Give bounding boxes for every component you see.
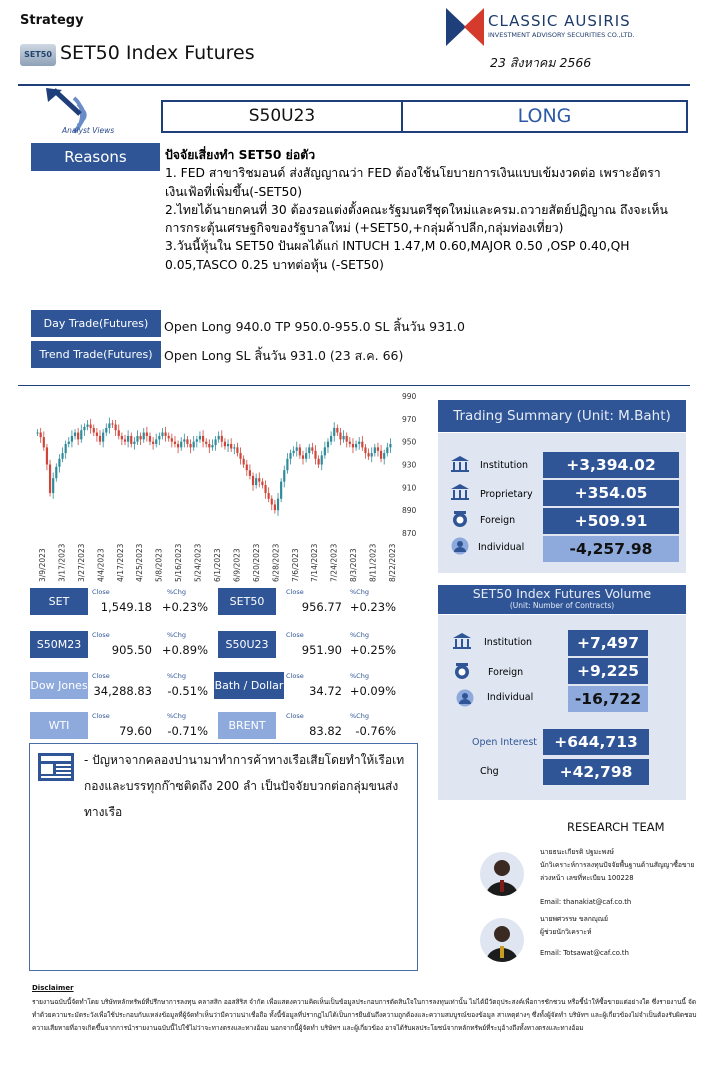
market-label-dow-jones: Dow Jones <box>30 672 88 699</box>
candle-body <box>374 447 376 453</box>
header-divider <box>18 84 690 86</box>
y-tick-label: 950 <box>402 437 417 447</box>
reasons-label: Reasons <box>31 143 160 171</box>
x-tick-label: 4/17/2023 <box>115 543 125 582</box>
candle-body <box>74 433 76 436</box>
candle-body <box>227 444 229 446</box>
candle-body <box>296 447 298 450</box>
market-label-wti: WTI <box>30 712 88 739</box>
position-box <box>161 100 688 133</box>
candle-body <box>214 439 216 445</box>
candle-body <box>77 433 79 440</box>
candle-body <box>280 482 282 499</box>
close-caption: Close <box>286 631 304 639</box>
candle-body <box>105 428 107 433</box>
candle-body <box>65 444 67 453</box>
candle-body <box>36 433 38 434</box>
candle-body <box>61 453 63 459</box>
candle-body <box>271 499 273 505</box>
candle-body <box>43 437 45 447</box>
market-close-wti: 79.60 <box>119 724 152 738</box>
candle-body <box>40 433 42 438</box>
reason-item-3: 3.วันนี้หุ้นใน SET50 ปันผลได้แก่ INTUCH 1.47,M 0.60,MAJOR 0.50 ,OSP 0.40,QH 0.05,TASCO 0.25 บาทต่อหุ้น (-SET50) <box>165 239 630 272</box>
candle-body <box>252 476 254 485</box>
candle-body <box>268 493 270 499</box>
candle-body <box>367 453 369 456</box>
candle-body <box>305 453 307 459</box>
analyst-role: ผู้ช่วยนักวิเคราะห์ <box>540 928 592 936</box>
candle-body <box>196 439 198 441</box>
analyst-photo <box>480 852 524 896</box>
proprietary-icon <box>450 483 470 501</box>
candle-body <box>261 482 263 485</box>
disclaimer-text: รายงานฉบับนี้จัดทำโดย บริษัทหลักทรัพย์ที่ปรึกษาการลงทุน คลาสสิก ออสสิริส จำกัด เพื่อแสดงความคิดเห็นเป็นข้อมูลประกอบการตัดสินใจในการลงทุนเท่านั้น ไม่ได้มีวัตถุประสงค์เพื่อการชักชวน หรือชี้นำให้ซื้อขายแต่อย่างใด ซึ่งรายงานนี้ จัดทำด้วยความระมัดระวังเพื่อใช้ประกอบกับแหล่งข้อมูลที่ผู้จัดทำเห็นว่ามีความน่าเชื่อถือ ทั้งนี้ข้อมูลที่ปรากฏไม่ได้เป็นการยืนยันถึงความถูกต้องและความสมบูรณ์ของข้อมูล สาเหตุต่างๆ ซึ่งทั้งผู้จัดทำ บริษัทฯ และผู้เกี่ยวข้องไม่จำเป็นต้องรับผิดชอบความเสียหายที่อาจเกิดขึ้นจากการนำรายงานฉบับนี้ไปใช้ไม่ว่าจะทางตรงและทางอ้อม นอกจากนี้ผู้จัดทำ บริษัทฯ และผู้เกี่ยวข้อง อาจได้รับผลประโยชน์จากหลักทรัพย์ที่ระบุอ้างถึงทั้งทางตรงและทางอ้อม <box>32 998 697 1032</box>
market-label-set50: SET50 <box>218 588 276 615</box>
ts-value-institution: +3,394.02 <box>543 452 679 478</box>
reasons-text <box>165 146 695 274</box>
candle-body <box>230 444 232 449</box>
market-chg-s50u23: +0.25% <box>349 643 396 657</box>
candle-body <box>289 453 291 459</box>
candle-body <box>205 442 207 444</box>
trend-trade-label: Trend Trade(Futures) <box>31 341 161 368</box>
foreign-icon <box>450 510 470 528</box>
candle-body <box>161 433 163 436</box>
close-caption: Close <box>92 672 110 680</box>
market-close-s50m23: 905.50 <box>111 643 152 657</box>
fv-label-foreign: Foreign <box>488 667 524 678</box>
candle-body <box>324 447 326 455</box>
candle-body <box>108 423 110 428</box>
candle-body <box>121 436 123 439</box>
candle-body <box>302 455 304 458</box>
analyst-email: Email: thanakiat@caf.co.th <box>540 898 632 906</box>
candle-body <box>336 428 338 433</box>
research-team-title: RESEARCH TEAM <box>567 820 665 834</box>
candle-body <box>389 444 391 447</box>
set50-candlestick-chart <box>28 388 430 588</box>
close-caption: Close <box>286 712 304 720</box>
chg-caption: %Chg <box>167 631 186 639</box>
candle-body <box>118 430 120 436</box>
candle-body <box>155 439 157 444</box>
market-label-set: SET <box>30 588 88 615</box>
candle-body <box>186 439 188 444</box>
x-tick-label: 3/27/2023 <box>76 543 86 582</box>
market-chg-set: +0.23% <box>161 600 208 614</box>
candle-body <box>386 447 388 453</box>
candle-body <box>177 444 179 447</box>
candle-body <box>180 442 182 448</box>
position-ticker: S50U23 <box>163 102 403 131</box>
candle-body <box>283 470 285 481</box>
candle-body <box>152 442 154 444</box>
ts-value-foreign: +509.91 <box>543 508 679 534</box>
open-interest-value: +644,713 <box>543 729 649 755</box>
y-tick-label: 990 <box>402 392 417 401</box>
candle-body <box>90 425 92 428</box>
candle-body <box>258 478 260 481</box>
candle-body <box>358 442 360 444</box>
set50-logo: SET50 <box>20 44 56 66</box>
candle-body <box>55 467 57 478</box>
x-tick-label: 4/4/2023 <box>96 548 106 582</box>
chg-caption: %Chg <box>350 588 369 596</box>
candle-body <box>355 444 357 447</box>
close-caption: Close <box>92 712 110 720</box>
fv-label-individual: Individual <box>487 692 534 703</box>
candle-body <box>371 453 373 456</box>
analyst-name: นายพศวรรษ ขลกญุณย์ <box>540 915 609 923</box>
candle-body <box>383 453 385 459</box>
candle-body <box>71 436 73 442</box>
futures-volume-subtitle: (Unit: Number of Contracts) <box>509 601 615 610</box>
chg-caption: %Chg <box>350 631 369 639</box>
market-label-s50m23: S50M23 <box>30 631 88 658</box>
disclaimer-title: Disclaimer <box>32 984 74 992</box>
candle-body <box>246 465 248 471</box>
newspaper-icon <box>37 752 77 782</box>
y-tick-label: 890 <box>402 506 417 516</box>
candle-body <box>99 436 101 442</box>
news-text: - ปัญหาจากคลองปานามาทำการค้าทางเรือเสียโดยทำให้เรือเทกองและบรรทุกก๊าซติดถึง 200 ลำ เป็นปัจจัยบวกต่อกลุ่มขนส่งทางเรือ <box>84 753 405 819</box>
market-chg-baht-dollar: +0.09% <box>349 684 396 698</box>
analyst-views-label: Analyst Views <box>62 126 115 135</box>
candle-body <box>171 438 173 441</box>
market-label-brent: BRENT <box>218 712 276 739</box>
report-date: 23 สิงหาคม 2566 <box>490 55 592 70</box>
market-close-set50: 956.77 <box>301 600 342 614</box>
futures-volume-header <box>438 585 686 614</box>
candle-body <box>311 447 313 450</box>
reasons-heading: ปัจจัยเสี่ยงทำ SET50 ย่อตัว <box>165 148 316 162</box>
candle-body <box>349 442 351 444</box>
candle-body <box>308 447 310 453</box>
individual-icon <box>455 689 475 707</box>
day-trade-label: Day Trade(Futures) <box>31 310 161 337</box>
position-direction: LONG <box>517 105 572 127</box>
y-tick-label: 870 <box>402 529 417 538</box>
market-close-set: 1,549.18 <box>100 600 152 614</box>
chg-caption: %Chg <box>350 712 369 720</box>
candle-body <box>377 447 379 450</box>
x-tick-label: 6/9/2023 <box>232 548 242 582</box>
candle-body <box>364 447 366 453</box>
x-tick-label: 8/11/2023 <box>368 543 378 582</box>
candle-body <box>286 459 288 470</box>
reason-item-1: 1. FED สาขาริชมอนด์ ส่งสัญญาณว่า FED ต้องใช้นโยบายการเงินแบบเข้มงวดต่อ เพราะอัตราเงินเฟ้อที่เพิ่มขึ้น(-SET50) <box>165 166 661 199</box>
candle-body <box>199 436 201 439</box>
candle-body <box>243 459 245 465</box>
analyst-role: นักวิเคราะห์การลงทุนปัจจัยพื้นฐานด้านสัญญาซื้อขายล่วงหน้า เลขที่ทะเบียน 100228 <box>540 861 695 882</box>
page-title: SET50 Index Futures <box>60 42 255 64</box>
trading-summary-title: Trading Summary (Unit: M.Baht) <box>438 400 686 432</box>
candle-body <box>361 442 363 448</box>
analyst-name: นายธนะเกียรติ ปฐมะพงษ์ <box>540 848 615 856</box>
ts-value-proprietary: +354.05 <box>543 480 679 506</box>
market-label-baht-dollar: Bath / Dollar <box>214 672 284 699</box>
candle-body <box>136 436 138 442</box>
fv-label-institution: Institution <box>484 637 533 648</box>
candle-body <box>46 447 48 464</box>
candle-body <box>86 425 88 427</box>
oi-change-label: Chg <box>480 766 499 777</box>
institution-icon <box>450 455 470 473</box>
candle-body <box>339 433 341 440</box>
candle-body <box>143 433 145 440</box>
x-tick-label: 7/24/2023 <box>329 543 339 582</box>
candle-body <box>140 436 142 439</box>
candle-body <box>218 436 220 439</box>
x-tick-label: 6/28/2023 <box>271 543 281 582</box>
candle-body <box>249 470 251 476</box>
market-chg-brent: -0.76% <box>355 724 396 738</box>
candle-body <box>183 439 185 441</box>
candle-body <box>149 436 151 442</box>
trend-trade-value: Open Long SL สิ้นวัน 931.0 (23 ส.ค. 66) <box>164 348 404 363</box>
candle-body <box>333 428 335 436</box>
candle-body <box>58 459 60 467</box>
x-tick-label: 8/3/2023 <box>349 548 359 582</box>
chg-caption: %Chg <box>167 672 186 680</box>
candle-body <box>314 451 316 459</box>
candle-body <box>165 433 167 436</box>
y-tick-label: 970 <box>402 414 417 424</box>
candle-body <box>168 436 170 438</box>
x-tick-label: 8/22/2023 <box>388 543 397 582</box>
institution-icon <box>452 632 472 650</box>
candle-body <box>277 499 279 510</box>
candle-body <box>318 459 320 465</box>
reason-item-2: 2.ไทยได้นายกคนที่ 30 ต้องรอแต่งตั้งคณะรัฐมนตรีชุดใหม่และครม.ถวายสัตย์ปฏิญาณ ถึงจะเห็นการกระตุ้นเศรษฐกิจของรัฐบาลใหม่ (+SET50,+กลุ่มค้าปลีก,กลุ่มท่องเที่ยว) <box>165 202 668 236</box>
market-chg-s50m23: +0.89% <box>161 643 208 657</box>
market-close-brent: 83.82 <box>309 724 342 738</box>
candle-body <box>83 427 85 430</box>
candle-body <box>189 444 191 447</box>
close-caption: Close <box>92 588 110 596</box>
candle-body <box>327 442 329 448</box>
y-tick-label: 910 <box>402 483 417 493</box>
fv-value-institution: +7,497 <box>568 630 648 656</box>
candle-body <box>236 447 238 453</box>
chg-caption: %Chg <box>167 588 186 596</box>
candle-body <box>115 425 117 431</box>
chg-caption: %Chg <box>167 712 186 720</box>
candle-body <box>208 444 210 447</box>
individual-icon <box>450 537 470 555</box>
foreign-icon <box>452 662 472 680</box>
candle-body <box>239 453 241 459</box>
market-chg-set50: +0.23% <box>349 600 396 614</box>
section-divider <box>18 385 690 386</box>
candle-body <box>321 455 323 464</box>
fv-value-individual: -16,722 <box>568 686 648 712</box>
x-tick-label: 5/24/2023 <box>193 543 203 582</box>
close-caption: Close <box>286 672 304 680</box>
market-close-baht-dollar: 34.72 <box>309 684 342 698</box>
candle-body <box>380 451 382 459</box>
candle-body <box>193 442 195 448</box>
candle-body <box>343 436 345 439</box>
y-tick-label: 930 <box>402 460 417 470</box>
candle-body <box>224 442 226 447</box>
chg-caption: %Chg <box>350 672 369 680</box>
candle-body <box>330 436 332 442</box>
close-caption: Close <box>286 588 304 596</box>
section-label: Strategy <box>20 13 84 28</box>
x-tick-label: 3/17/2023 <box>57 543 67 582</box>
market-label-s50u23: S50U23 <box>218 631 276 658</box>
ts-label-proprietary: Proprietary <box>480 489 533 500</box>
candle-body <box>174 442 176 444</box>
candle-body <box>233 447 235 448</box>
candle-body <box>96 433 98 436</box>
candle-body <box>202 436 204 442</box>
candle-body <box>111 423 113 424</box>
x-tick-label: 5/8/2023 <box>154 548 164 582</box>
candle-body <box>127 436 129 442</box>
market-chg-wti: -0.71% <box>167 724 208 738</box>
candle-body <box>221 436 223 442</box>
ts-label-individual: Individual <box>478 542 525 553</box>
market-close-s50u23: 951.90 <box>301 643 342 657</box>
close-caption: Close <box>92 631 110 639</box>
brand-logo-icon <box>446 8 484 46</box>
candle-body <box>211 445 213 447</box>
candle-body <box>93 428 95 433</box>
candle-body <box>130 436 132 444</box>
x-tick-label: 6/20/2023 <box>251 543 261 582</box>
candle-body <box>346 436 348 442</box>
candle-body <box>299 447 301 455</box>
x-tick-label: 7/6/2023 <box>290 548 300 582</box>
candle-body <box>102 433 104 442</box>
open-interest-label: Open Interest <box>472 737 538 748</box>
x-tick-label: 6/1/2023 <box>213 548 222 582</box>
fv-value-foreign: +9,225 <box>568 658 648 684</box>
candle-body <box>124 439 126 441</box>
candle-body <box>52 478 54 493</box>
x-tick-label: 7/14/2023 <box>310 543 320 582</box>
candle-body <box>133 442 135 444</box>
analyst-email: Email: Totsawat@caf.co.th <box>540 949 629 957</box>
candle-body <box>264 485 266 493</box>
oi-change-value: +42,798 <box>543 759 649 785</box>
ts-value-individual: -4,257.98 <box>543 536 679 562</box>
candle-body <box>49 465 51 494</box>
x-tick-label: 4/25/2023 <box>135 543 145 582</box>
analyst-photo <box>480 918 524 962</box>
candle-body <box>68 442 70 444</box>
candle-body <box>255 478 257 485</box>
day-trade-value: Open Long 940.0 TP 950.0-955.0 SL สิ้นวัน 931.0 <box>164 319 465 334</box>
market-close-dow-jones: 34,288.83 <box>93 684 152 698</box>
ts-label-foreign: Foreign <box>480 515 516 526</box>
candle-body <box>158 436 160 439</box>
candle-body <box>146 433 148 436</box>
candle-body <box>80 430 82 439</box>
candle-body <box>274 504 276 510</box>
brand-subtitle: INVESTMENT ADVISORY SECURITIES CO.,LTD. <box>488 31 635 39</box>
candle-body <box>352 444 354 447</box>
market-chg-dow-jones: -0.51% <box>167 684 208 698</box>
brand-name: CLASSIC AUSIRIS <box>488 12 631 30</box>
candle-body <box>293 451 295 453</box>
x-tick-label: 5/16/2023 <box>174 543 184 582</box>
x-tick-label: 3/9/2023 <box>38 548 47 582</box>
futures-volume-title: SET50 Index Futures Volume <box>472 586 652 601</box>
ts-label-institution: Institution <box>480 460 529 471</box>
